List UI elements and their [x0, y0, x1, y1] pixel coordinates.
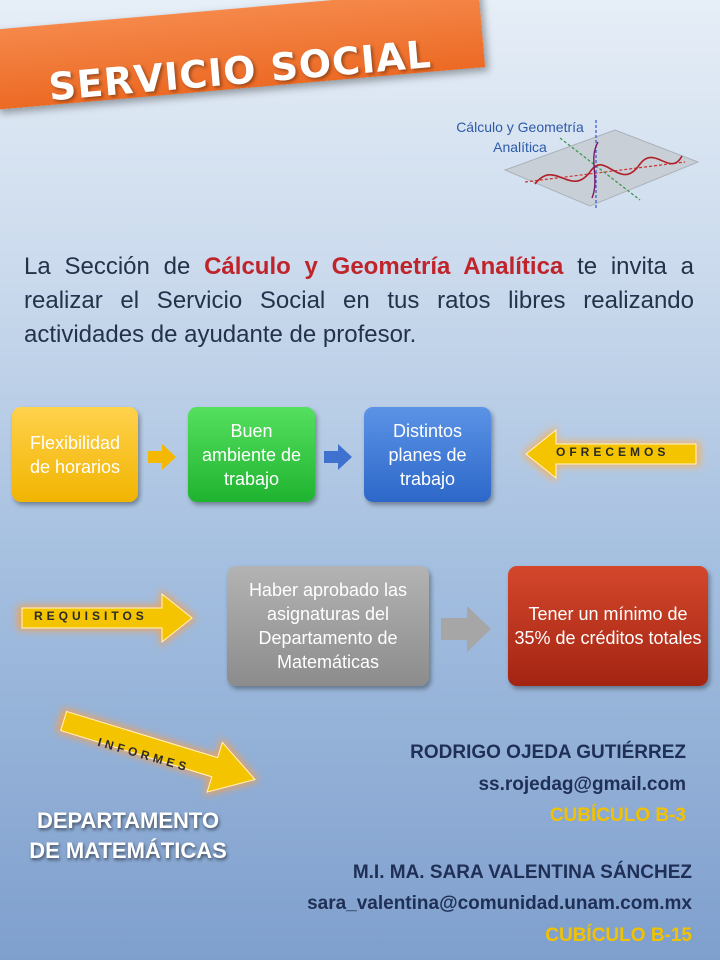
page-title: SERVICIO SOCIAL — [46, 32, 434, 110]
logo-line-2: Analítica — [493, 138, 547, 155]
logo-line-1: Cálculo y Geometría — [456, 119, 584, 135]
arrow-right-icon — [324, 444, 352, 470]
contact-1-name: RODRIGO OJEDA GUTIÉRREZ — [410, 742, 686, 763]
department-line-2: DE MATEMÁTICAS — [29, 838, 227, 863]
intro-before: La Sección de — [24, 253, 205, 280]
offer-plans: Distintos planes de trabajo — [364, 407, 491, 502]
contact-2-email[interactable]: sara_valentina@comunidad.unam.com.mx — [307, 893, 692, 914]
contact-1-email[interactable]: ss.rojedag@gmail.com — [478, 774, 686, 795]
contact-2-office: CUBÍCULO B-15 — [545, 925, 692, 946]
department-name — [10, 806, 246, 866]
intro-paragraph — [24, 250, 694, 352]
requisitos-label: REQUISITOS — [34, 609, 148, 623]
ofrecemos-label: OFRECEMOS — [556, 445, 670, 459]
offer-flexibility: Flexibilidad de horarios — [12, 407, 138, 502]
informes-label: INFORMES — [96, 735, 192, 775]
requirement-courses: Haber aprobado las asignaturas del Departamento de Matemáticas — [227, 566, 429, 686]
informes-arrow-icon — [45, 702, 290, 802]
arrow-right-icon — [148, 444, 176, 470]
intro-after: te invita a realizar el Servicio Social en tus ratos libres realizando actividades de ayudante de profesor. — [24, 253, 694, 348]
contact-1-office: CUBÍCULO B-3 — [549, 805, 686, 826]
department-line-1: DEPARTAMENTO — [36, 808, 220, 833]
contact-2-name: M.I. MA. SARA VALENTINA SÁNCHEZ — [352, 862, 692, 883]
offer-environment: Buen ambiente de trabajo — [188, 407, 315, 502]
arrow-right-icon — [441, 606, 491, 652]
requirement-credits: Tener un mínimo de 35% de créditos totales — [508, 566, 708, 686]
intro-highlight: Cálculo y Geometría Analítica — [204, 253, 564, 280]
logo-caption — [440, 118, 600, 157]
